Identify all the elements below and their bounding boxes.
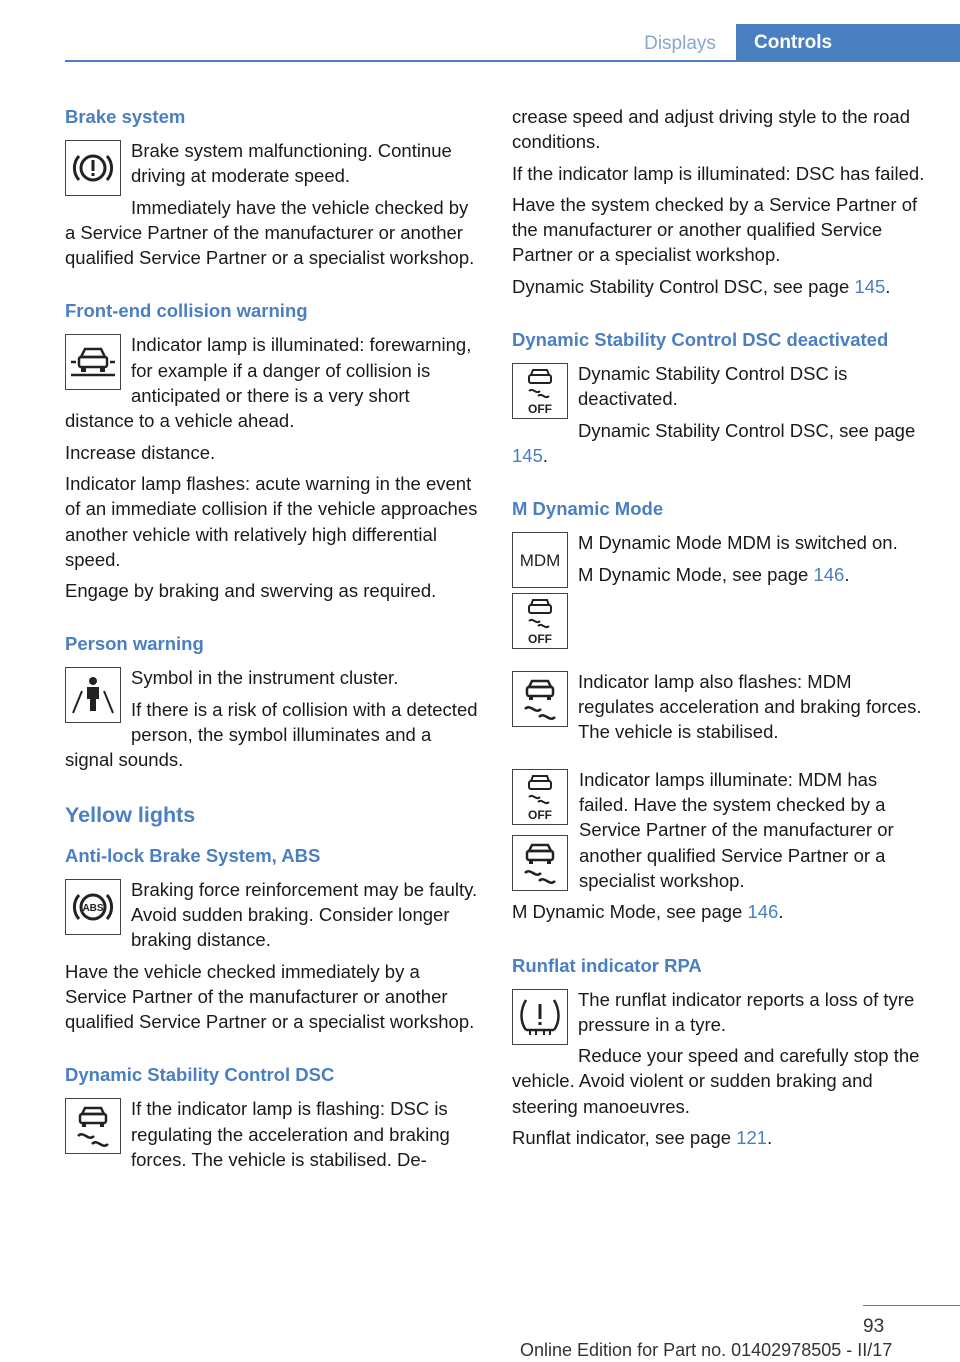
dsc-icon (65, 1098, 121, 1154)
tyre-pressure-icon (512, 989, 568, 1045)
rpa-ref: Runflat indicator, see page 121. (512, 1127, 773, 1149)
page-link-146[interactable]: 146 (813, 563, 845, 585)
abs-icon (65, 879, 121, 935)
page-link-121[interactable]: 121 (736, 1127, 768, 1149)
heading-m-dynamic-mode: M Dynamic Mode (512, 498, 664, 520)
dsc-cont-text-1: crease speed and adjust driving style to the road conditions. (512, 106, 910, 153)
mdm-text-3: Indicator lamp also flashes: MDM regulates acceleration and braking forces. The vehicle is stabilised. (578, 670, 922, 743)
section-person-warning (65, 631, 483, 772)
fcw-text-2: Increase distance. (65, 441, 216, 463)
dsc-off-icon (512, 593, 568, 649)
section-brake-system (65, 104, 483, 270)
heading-front-collision: Front-end collision warning (65, 300, 308, 322)
page-link-145[interactable]: 145 (512, 444, 543, 466)
tab-controls[interactable]: Controls (736, 24, 960, 62)
heading-dsc: Dynamic Stability Control DSC (65, 1064, 335, 1086)
section-dsc (65, 1062, 483, 1172)
dsc-cont-ref: Dynamic Stability Control DSC, see page 145. (512, 275, 891, 297)
fcw-text-4: Engage by braking and swerving as required. (65, 580, 437, 602)
mdm-icon (512, 532, 568, 588)
person-text-1: Symbol in the instrument cluster. (131, 667, 399, 689)
dsc-icon (512, 671, 568, 727)
page-number: 93 (863, 1316, 885, 1337)
section-front-collision (65, 298, 483, 603)
dsc-off-label: OFF (528, 807, 552, 821)
mdm-failed-icons (512, 767, 578, 895)
heading-abs: Anti-lock Brake System, ABS (65, 844, 321, 866)
rpa-text-2: Reduce your speed and carefully stop the vehicle. Avoid violent or sudden braking and steering manoeuvres. (512, 1045, 920, 1117)
right-column (512, 104, 930, 1178)
rpa-text-1: The runflat indicator reports a loss of tyre pressure in a tyre. (578, 988, 915, 1035)
vehicle-ahead-icon (65, 334, 121, 390)
section-m-dynamic-mode (512, 496, 930, 924)
heading-runflat: Runflat indicator RPA (512, 954, 702, 976)
fcw-text-1: Indicator lamp is illuminated: forewarning, for example if a danger of collision is anticipated or there is a very short distance to a vehicle ahead. (65, 334, 472, 432)
section-abs (65, 843, 483, 1035)
dsc-off-icon (512, 769, 568, 825)
edition-note: Online Edition for Part no. 01402978505 - II/17 (520, 1340, 893, 1360)
dsc-cont-text-3: Have the system checked by a Service Partner of the manufacturer or another qualified Service Partner or a specialist workshop. (512, 193, 918, 266)
page-link-145[interactable]: 145 (854, 275, 886, 297)
dsc-cont-text-2: If the indicator lamp is illuminated: DSC has failed. (512, 162, 925, 184)
dsc-off-label: OFF (528, 631, 552, 645)
dsc-off-icon (512, 363, 568, 419)
heading-yellow-lights: Yellow lights (65, 802, 196, 827)
dsc-icon (512, 835, 568, 891)
abs-icon-label: ABS (82, 902, 104, 914)
heading-dsc-deactivated: Dynamic Stability Control DSC deactivated (512, 329, 889, 351)
dsc-off-label: OFF (528, 402, 552, 416)
dsc-off-ref: Dynamic Stability Control DSC, see page 145. (512, 419, 916, 466)
abs-text-2: Have the vehicle checked immediately by a Service Partner of the manufacturer or another qualified Service Partner or a specialist workshop. (65, 960, 475, 1033)
dsc-text-1: If the indicator lamp is flashing: DSC is regulating the acceleration and braking forces. The vehicle is stabilised. De- (131, 1098, 450, 1171)
section-dsc-deactivated (512, 327, 930, 468)
mdm-text-1: M Dynamic Mode MDM is switched on. (578, 532, 898, 554)
fcw-text-3: Indicator lamp flashes: acute warning in the event of an immediate collision if the vehicle approaches another vehicle with relatively high differential speed. (65, 472, 478, 570)
heading-person-warning: Person warning (65, 633, 204, 655)
mdm-text-4: Indicator lamps illuminate: MDM has failed. Have the system checked by a Service Partner of the manufacturer or another qualified Service Partner or a specialist workshop. (579, 768, 894, 891)
brake-text-1: Brake system malfunctioning. Continue driving at moderate speed. (131, 140, 452, 187)
brake-warning-icon (65, 140, 121, 196)
heading-brake-system: Brake system (65, 106, 186, 127)
section-runflat (512, 953, 930, 1151)
header-rule (65, 60, 960, 62)
person-warning-icon (65, 667, 121, 723)
section-dsc-continued (512, 104, 930, 299)
footer-rule (863, 1305, 960, 1306)
mdm-icon-label: MDM (519, 551, 561, 571)
person-text-2: If there is a risk of collision with a detected person, the symbol illuminates and a signal sounds. (65, 698, 478, 771)
left-column (65, 104, 483, 1200)
page-link-146[interactable]: 146 (747, 901, 779, 923)
abs-text-1: Braking force reinforcement may be faulty. Avoid sudden braking. Consider longer braking distance. (131, 878, 478, 951)
page-header (0, 0, 960, 62)
brake-text-2: Immediately have the vehicle checked by a Service Partner of the manufacturer or another qualified Service Partner or a specialist workshop. (65, 196, 475, 269)
tab-displays[interactable]: Displays (644, 33, 716, 54)
mdm-ref-2: M Dynamic Mode, see page 146. (512, 901, 784, 923)
mdm-ref-1: M Dynamic Mode, see page 146. (578, 563, 850, 585)
dsc-off-text-1: Dynamic Stability Control DSC is deactivated. (578, 363, 848, 410)
